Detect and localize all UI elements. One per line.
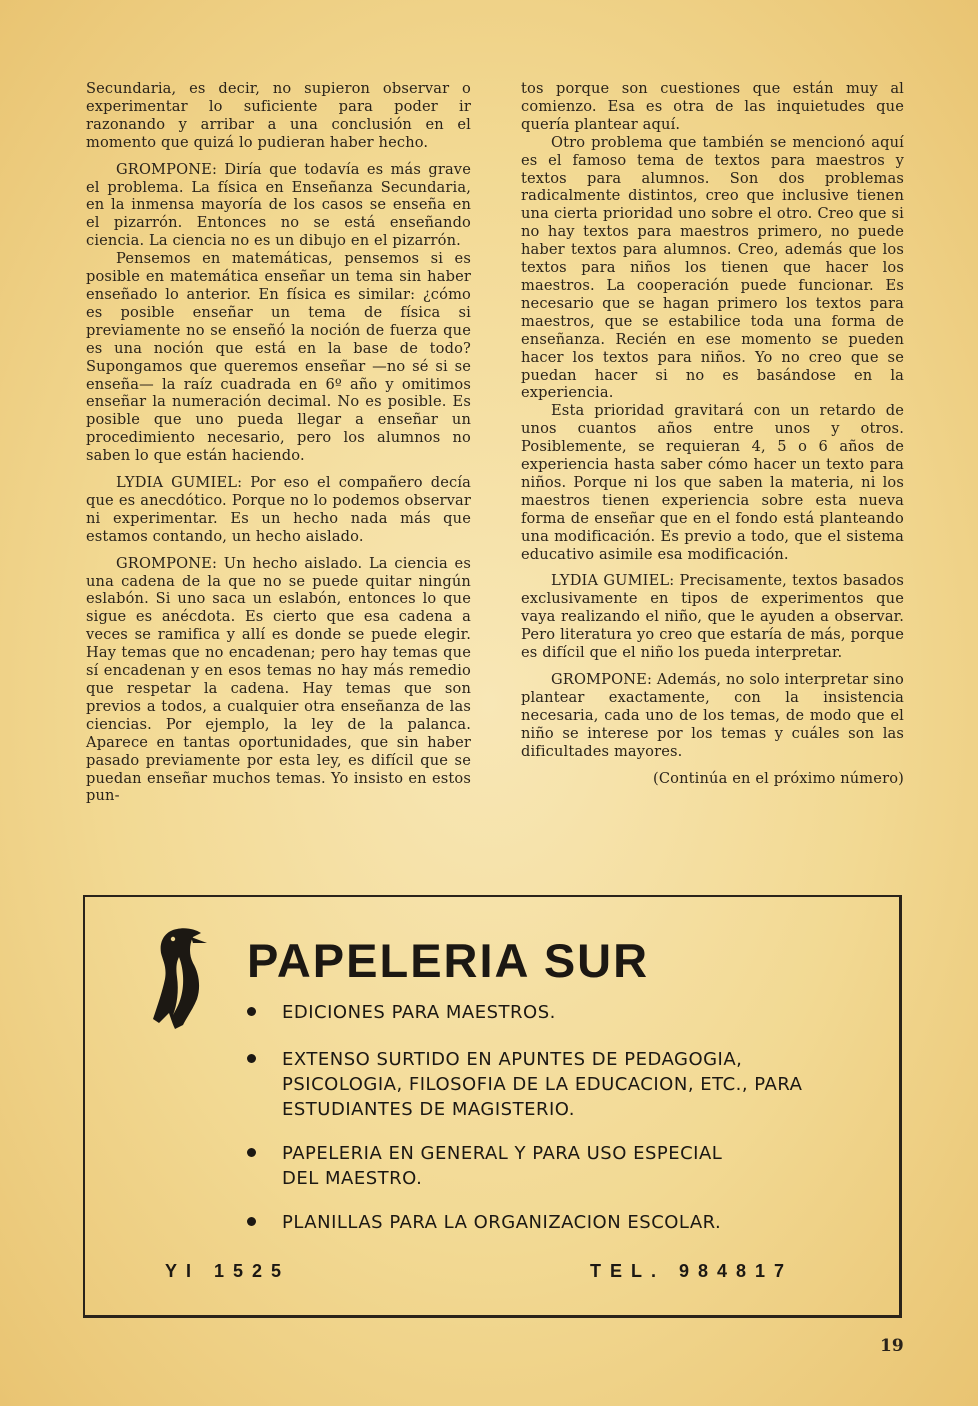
papeleria-sur-advertisement xyxy=(83,895,902,1318)
ad-phone: TEL. 984817 xyxy=(590,1261,794,1281)
bullet-icon xyxy=(247,1007,256,1016)
article-paragraph: GROMPONE: Un hecho aislado. La ciencia es una cadena de la que no se puede quitar ningún eslabón. Si uno saca un eslabón, entonces lo que sigue es anécdota. Es cierto que esa cadena a veces se ramifica y allí es donde se puede elegir. Hay temas que no encadenan; pero hay temas que sí encadenan y en esos temas no hay más remedio que respetar la cadena. Hay temas que son previos a todos, a cualquier otra enseñanza de las ciencias. Por ejemplo, la ley de la palanca. Aparece en tantas oportunidades, que sin haber pasado previamente por esta ley, es difícil que se puedan enseñar muchos temas. Yo insisto en estos pun- xyxy=(86,554,471,805)
continuation-note: (Continúa en el próximo número) xyxy=(653,769,904,787)
bullet-icon xyxy=(247,1148,256,1157)
article-paragraph: Secundaria, es decir, no supieron observar o experimentar lo suficiente para poder ir razonando y arribar a una conclusión en el momento que quizá lo pudieran haber hecho. xyxy=(86,80,471,151)
ad-bullet-text: EXTENSO SURTIDO EN APUNTES DE PEDAGOGIA, xyxy=(282,1049,743,1070)
ad-bullet-text: EDICIONES PARA MAESTROS. xyxy=(282,1002,556,1023)
article-paragraph: GROMPONE: Diría que todavía es más grave el problema. La física en Enseñanza Secundaria, en la inmensa mayoría de los casos se enseña en el pizarrón. Entonces no se está enseñando ciencia. La ciencia no es un dibujo en el pizarrón. xyxy=(86,160,471,250)
bullet-icon xyxy=(247,1054,256,1063)
article-paragraph: tos porque son cuestiones que están muy al comienzo. Esa es otra de las inquietudes que quería plantear aquí. xyxy=(521,80,904,133)
article-paragraph: Esta prioridad gravitará con un retardo de unos cuantos años entre unos y otros. Posiblemente, se requieran 4, 5 o 6 años de experiencia hasta saber cómo hacer un texto para niños. Porque ni los que saben la materia, ni los maestros tienen experiencia sobre esta nueva forma de enseñar que en el fondo está planteando una modificación. Es previo a todo, que el sistema educativo asimile esa modificación. xyxy=(521,402,904,563)
article-paragraph: Otro problema que también se mencionó aquí es el famoso tema de textos para maestros y textos para alumnos. Son dos problemas radicalmente distintos, creo que inclusive tienen una cierta prioridad uno sobre el otro. Creo que si no hay textos para maestros primero, no puede haber textos para alumnos. Creo, además que los textos para niños los tienen que hacer los maestros. La cooperación puede funcionar. Es necesario que se hagan primero los textos para maestros, que se estabilice toda una forma de enseñanza. Recién en ese momento se pueden hacer los textos para niños. Yo no creo que se puedan hacer si no es basándose en la experiencia. xyxy=(521,133,904,402)
ad-title: PAPELERIA SUR xyxy=(247,934,650,987)
ad-bullet-text: PAPELERIA EN GENERAL Y PARA USO ESPECIAL xyxy=(282,1143,723,1164)
ad-bullet-text: DEL MAESTRO. xyxy=(282,1168,423,1189)
ad-bullet-text: PSICOLOGIA, FILOSOFIA DE LA EDUCACION, ETC., PARA xyxy=(282,1074,803,1095)
bullet-icon xyxy=(247,1217,256,1226)
article-paragraph: Pensemos en matemáticas, pensemos si es posible en matemática enseñar un tema sin haber enseñado lo anterior. En física es similar: ¿cómo es posible enseñar un tema de física si previamente no se enseñó la noción de fuerza que es una noción que está en la base de todo? Supongamos que queremos enseñar —no sé si se enseña— la raíz cuadrada en 6º año y omitimos enseñar la numeración decimal. No es posible. Es posible que uno pueda llegar a enseñar un procedimiento necesario, pero los alumnos no saben lo que están haciendo. xyxy=(86,250,471,465)
article-paragraph: LYDIA GUMIEL: Por eso el compañero decía que es anecdótico. Porque no lo podemos observar ni experimentar. Es un hecho nada más que estamos contando, un hecho aislado. xyxy=(86,474,471,545)
article-column-right xyxy=(521,80,904,787)
ad-address: YI 1525 xyxy=(165,1261,291,1281)
penguin-icon xyxy=(149,927,209,1031)
ad-bullet-text: PLANILLAS PARA LA ORGANIZACION ESCOLAR. xyxy=(282,1212,722,1233)
article-paragraph: LYDIA GUMIEL: Precisamente, textos basados exclusivamente en tipos de experimentos que vaya realizando el niño, que le ayuden a observar. Pero literatura yo creo que estaría de más, porque es difícil que el niño los pueda interpretar. xyxy=(521,572,904,662)
article-column-left xyxy=(86,80,471,805)
ad-bullet-text: ESTUDIANTES DE MAGISTERIO. xyxy=(282,1099,575,1120)
page-number: 19 xyxy=(880,1336,904,1356)
article-paragraph: GROMPONE: Además, no solo interpretar sino plantear exactamente, con la insistencia necesaria, cada uno de los temas, de modo que el niño se interese por los temas y cuáles son las dificultades mayores. xyxy=(521,671,904,760)
